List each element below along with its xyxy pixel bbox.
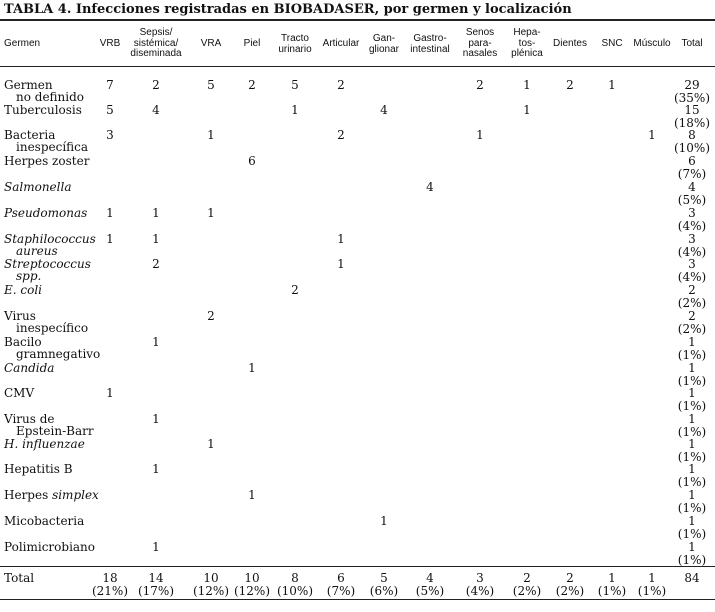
label-line: inespecífica bbox=[16, 140, 89, 154]
header-line: Piel bbox=[243, 38, 261, 49]
label-line: Germen bbox=[4, 78, 53, 92]
header-line: para- bbox=[468, 37, 492, 49]
total-line: 8 bbox=[688, 128, 696, 142]
row-label-tuberculosis bbox=[4, 104, 82, 116]
header-line: nasales bbox=[462, 48, 498, 59]
header-line: Tracto bbox=[281, 33, 309, 44]
column-total bbox=[556, 572, 584, 597]
row-total bbox=[678, 207, 706, 232]
total-line: (1%) bbox=[677, 500, 707, 515]
total-line: 6 bbox=[688, 154, 696, 168]
label-line: Virus de bbox=[4, 412, 55, 426]
total-line: 2 bbox=[566, 571, 574, 585]
total-line: (1%) bbox=[677, 398, 707, 413]
column-header-hepa-tos-plenica bbox=[511, 28, 543, 60]
table-cell: 1 bbox=[523, 103, 531, 117]
total-line: (12%) bbox=[233, 583, 271, 598]
label-line: CMV bbox=[4, 386, 35, 400]
total-line: 3 bbox=[688, 232, 696, 246]
total-line: 1 bbox=[688, 386, 696, 400]
label-line: Hepatitis B bbox=[4, 462, 73, 476]
header-line: Sepsis/ bbox=[139, 27, 173, 38]
row-total bbox=[678, 387, 706, 412]
row-total bbox=[678, 362, 706, 387]
label-line: spp. bbox=[16, 269, 42, 283]
total-line: (2%) bbox=[512, 583, 542, 598]
column-total bbox=[598, 572, 626, 597]
column-header-tractourinario bbox=[278, 34, 311, 55]
table-cell: 5 bbox=[291, 78, 299, 92]
total-line: 1 bbox=[688, 361, 696, 375]
column-header-articular bbox=[323, 39, 360, 50]
total-line: 15 bbox=[684, 103, 700, 117]
row-label-polimicrobiano bbox=[4, 541, 95, 553]
table-cell: 1 bbox=[291, 103, 299, 117]
table-cell: 2 bbox=[337, 78, 345, 92]
total-line: 14 bbox=[148, 571, 164, 585]
row-label-e-coli bbox=[4, 284, 42, 296]
label-line: Polimicrobiano bbox=[4, 540, 96, 554]
label-line: Candida bbox=[4, 361, 55, 375]
column-header-total bbox=[681, 39, 702, 50]
total-line: (1%) bbox=[637, 583, 667, 598]
label-line: Micobacteria bbox=[4, 514, 85, 528]
table-cell: 1 bbox=[106, 386, 114, 400]
total-line: (1%) bbox=[677, 347, 707, 362]
total-line: (1%) bbox=[677, 552, 707, 567]
table-cell: 1 bbox=[152, 206, 160, 220]
total-line: 1 bbox=[648, 571, 656, 585]
row-label-candida bbox=[4, 362, 54, 374]
row-label-streptococcus-spp bbox=[4, 258, 91, 282]
row-label-pseudomonas bbox=[4, 207, 87, 219]
total-line: 10 bbox=[244, 571, 260, 585]
row-total bbox=[678, 413, 706, 438]
total-line: 8 bbox=[291, 571, 299, 585]
total-line: (4%) bbox=[677, 244, 707, 259]
table-cell: 1 bbox=[380, 514, 388, 528]
total-line: (5%) bbox=[677, 192, 707, 207]
column-total bbox=[370, 572, 398, 597]
table-cell: 2 bbox=[476, 78, 484, 92]
row-label-herpes-simplex bbox=[4, 489, 99, 501]
header-line: Total bbox=[681, 38, 703, 49]
column-header-vra bbox=[201, 39, 222, 50]
table-cell: 1 bbox=[476, 128, 484, 142]
total-line: 1 bbox=[608, 571, 616, 585]
total-line: (1%) bbox=[677, 474, 707, 489]
header-line: Dientes bbox=[553, 38, 587, 49]
table-cell: 2 bbox=[291, 283, 299, 297]
row-label-salmonella bbox=[4, 181, 71, 193]
row-label-micobacteria bbox=[4, 515, 84, 527]
total-line: 1 bbox=[688, 540, 696, 554]
label-line: Epstein-Barr bbox=[16, 424, 94, 438]
label-line: Staphilococcus bbox=[4, 232, 96, 246]
column-total bbox=[416, 572, 444, 597]
total-line: (21%) bbox=[91, 583, 129, 598]
header-line: urinario bbox=[278, 43, 312, 55]
total-line: (10%) bbox=[276, 583, 314, 598]
table-cell: 2 bbox=[152, 78, 160, 92]
header-line: VRA bbox=[200, 38, 222, 49]
total-line: (7%) bbox=[326, 583, 356, 598]
table-cell: 1 bbox=[152, 412, 160, 426]
table-cell: 7 bbox=[106, 78, 114, 92]
total-line: 4 bbox=[688, 180, 696, 194]
label-line: Herpes zoster bbox=[4, 154, 90, 168]
header-line: plénica bbox=[511, 48, 543, 59]
row-label-bacilo-gramnegativo bbox=[4, 336, 100, 360]
table-cell: 1 bbox=[152, 335, 160, 349]
row-label-staphilococcus-aureus bbox=[4, 233, 96, 257]
label-line: gramnegativo bbox=[16, 347, 101, 361]
row-total bbox=[678, 489, 706, 514]
label-line: inespecífico bbox=[16, 321, 89, 335]
total-line: 1 bbox=[688, 437, 696, 451]
table-cell: 1 bbox=[106, 232, 114, 246]
row-total bbox=[678, 233, 706, 258]
table-cell: 1 bbox=[207, 206, 215, 220]
total-line: (1%) bbox=[677, 449, 707, 464]
column-total bbox=[92, 572, 128, 597]
header-line: glionar bbox=[368, 43, 400, 55]
column-header-vrb bbox=[100, 39, 121, 50]
total-line: (2%) bbox=[555, 583, 585, 598]
total-line: 1 bbox=[688, 488, 696, 502]
table-cell: 1 bbox=[523, 78, 531, 92]
row-label-h-influenzae bbox=[4, 438, 85, 450]
total-line: (6%) bbox=[369, 583, 399, 598]
table-cell: 1 bbox=[648, 128, 656, 142]
label-line: E. coli bbox=[4, 283, 43, 297]
row-label-virus-inespecifico bbox=[4, 310, 88, 334]
row-total bbox=[678, 258, 706, 283]
header-line: Senos bbox=[465, 27, 495, 38]
column-total bbox=[277, 572, 313, 597]
column-header-senospara-nasales bbox=[463, 28, 497, 60]
total-line: (7%) bbox=[677, 166, 707, 181]
total-line: 1 bbox=[688, 335, 696, 349]
table-cell: 6 bbox=[248, 154, 256, 168]
column-total bbox=[193, 572, 229, 597]
table-cell: 1 bbox=[337, 232, 345, 246]
header-line: Gastro- bbox=[413, 33, 447, 44]
row-total bbox=[678, 438, 706, 463]
total-line: (5%) bbox=[415, 583, 445, 598]
table-cell: 4 bbox=[426, 180, 434, 194]
total-line: 3 bbox=[688, 257, 696, 271]
header-line: tos- bbox=[518, 37, 536, 49]
total-line: (1%) bbox=[677, 526, 707, 541]
label-line: Salmonella bbox=[4, 180, 72, 194]
column-total bbox=[327, 572, 355, 597]
column-header-musculo bbox=[633, 39, 670, 50]
total-line: (10%) bbox=[673, 140, 711, 155]
table-cell: 1 bbox=[608, 78, 616, 92]
table-cell: 5 bbox=[106, 103, 114, 117]
table-cell: 1 bbox=[207, 128, 215, 142]
column-total bbox=[466, 572, 494, 597]
table-cell: 1 bbox=[152, 232, 160, 246]
row-label-herpes-zoster bbox=[4, 155, 89, 167]
label-line: Bacilo bbox=[4, 335, 42, 349]
total-line: 5 bbox=[380, 571, 388, 585]
total-line: (17%) bbox=[137, 583, 175, 598]
total-line: (1%) bbox=[597, 583, 627, 598]
row-label-virus-de-epstein-barr bbox=[4, 413, 94, 437]
header-line: Articular bbox=[322, 38, 360, 49]
total-line: (2%) bbox=[677, 321, 707, 336]
total-line: 6 bbox=[337, 571, 345, 585]
table-cell: 2 bbox=[152, 257, 160, 271]
label-line: aureus bbox=[16, 244, 58, 258]
label-line: Virus bbox=[4, 309, 36, 323]
total-line: 29 bbox=[684, 78, 700, 92]
row-total bbox=[678, 515, 706, 540]
table-cell: 1 bbox=[248, 361, 256, 375]
header-line: Músculo bbox=[633, 38, 671, 49]
total-line: 1 bbox=[688, 462, 696, 476]
row-total bbox=[674, 104, 710, 129]
total-line: 10 bbox=[203, 571, 219, 585]
table-cell: 2 bbox=[337, 128, 345, 142]
total-line: 3 bbox=[688, 206, 696, 220]
header-line: Gan- bbox=[372, 33, 396, 44]
germen-header: Germen bbox=[4, 38, 41, 49]
table-cell: 1 bbox=[337, 257, 345, 271]
table-cell: 2 bbox=[248, 78, 256, 92]
header-line: SNC bbox=[601, 38, 623, 49]
header-line: intestinal bbox=[410, 43, 450, 55]
total-line: (12%) bbox=[192, 583, 230, 598]
row-label-bacteria-inespecifica bbox=[4, 129, 88, 153]
total-line: (35%) bbox=[673, 90, 711, 105]
table-cell: 4 bbox=[152, 103, 160, 117]
label-line: Pseudomonas bbox=[4, 206, 88, 220]
label-line: Streptococcus bbox=[4, 257, 91, 271]
total-line: (4%) bbox=[465, 583, 495, 598]
row-total bbox=[674, 129, 710, 154]
column-header-gan-glionar bbox=[369, 34, 399, 55]
column-total bbox=[513, 572, 541, 597]
row-total bbox=[674, 79, 710, 104]
column-header-dientes bbox=[553, 39, 587, 50]
table-cell: 1 bbox=[152, 540, 160, 554]
column-header-sepsis-sistemica-diseminada bbox=[130, 28, 181, 60]
row-total bbox=[678, 284, 706, 309]
total-line: (4%) bbox=[677, 269, 707, 284]
total-line: 1 bbox=[688, 412, 696, 426]
total-line: 2 bbox=[688, 283, 696, 297]
label-line: no definido bbox=[16, 90, 85, 104]
total-line: 18 bbox=[102, 571, 118, 585]
table-cell: 1 bbox=[152, 462, 160, 476]
total-line: 4 bbox=[426, 571, 434, 585]
header-line: Hepa- bbox=[513, 27, 541, 38]
total-line: (1%) bbox=[677, 424, 707, 439]
row-total bbox=[678, 541, 706, 566]
total-line: (18%) bbox=[673, 115, 711, 130]
column-header-gastro-intestinal bbox=[410, 34, 449, 55]
table-cell: 2 bbox=[207, 309, 215, 323]
table-cell: 1 bbox=[207, 437, 215, 451]
header-line: VRB bbox=[99, 38, 121, 49]
column-total bbox=[234, 572, 270, 597]
table-title: TABLA 4. Infecciones registradas en BIOBADASER, por germen y localización bbox=[4, 2, 572, 17]
row-total bbox=[678, 463, 706, 488]
total-line: 2 bbox=[688, 309, 696, 323]
grand-total: 84 bbox=[684, 571, 700, 585]
label-line: Tuberculosis bbox=[4, 103, 82, 117]
label-italic: simplex bbox=[52, 488, 99, 502]
header-line: sistémica/ bbox=[133, 37, 179, 49]
header-line: diseminada bbox=[130, 48, 182, 59]
label-line: Bacteria bbox=[4, 128, 56, 142]
row-label-germen-no-definido bbox=[4, 79, 84, 103]
label-line: H. influenzae bbox=[4, 437, 85, 451]
total-line: 3 bbox=[476, 571, 484, 585]
table-cell: 1 bbox=[248, 488, 256, 502]
row-label-hepatitis-b bbox=[4, 463, 73, 475]
row-total bbox=[678, 336, 706, 361]
table-cell: 5 bbox=[207, 78, 215, 92]
row-total bbox=[678, 155, 706, 180]
table-cell: 1 bbox=[106, 206, 114, 220]
row-total bbox=[678, 310, 706, 335]
table-cell: 2 bbox=[566, 78, 574, 92]
row-label-cmv bbox=[4, 387, 34, 399]
column-total bbox=[138, 572, 174, 597]
totals-label: Total bbox=[4, 571, 35, 585]
label-text: Herpes bbox=[4, 488, 53, 502]
column-header-snc bbox=[601, 39, 622, 50]
total-line: (2%) bbox=[677, 295, 707, 310]
column-total bbox=[638, 572, 666, 597]
table-cell: 4 bbox=[380, 103, 388, 117]
total-line: (1%) bbox=[677, 373, 707, 388]
column-header-piel bbox=[244, 39, 261, 50]
row-total bbox=[678, 181, 706, 206]
total-line: 2 bbox=[523, 571, 531, 585]
table-cell: 3 bbox=[106, 128, 114, 142]
total-line: 1 bbox=[688, 514, 696, 528]
total-line: (4%) bbox=[677, 218, 707, 233]
